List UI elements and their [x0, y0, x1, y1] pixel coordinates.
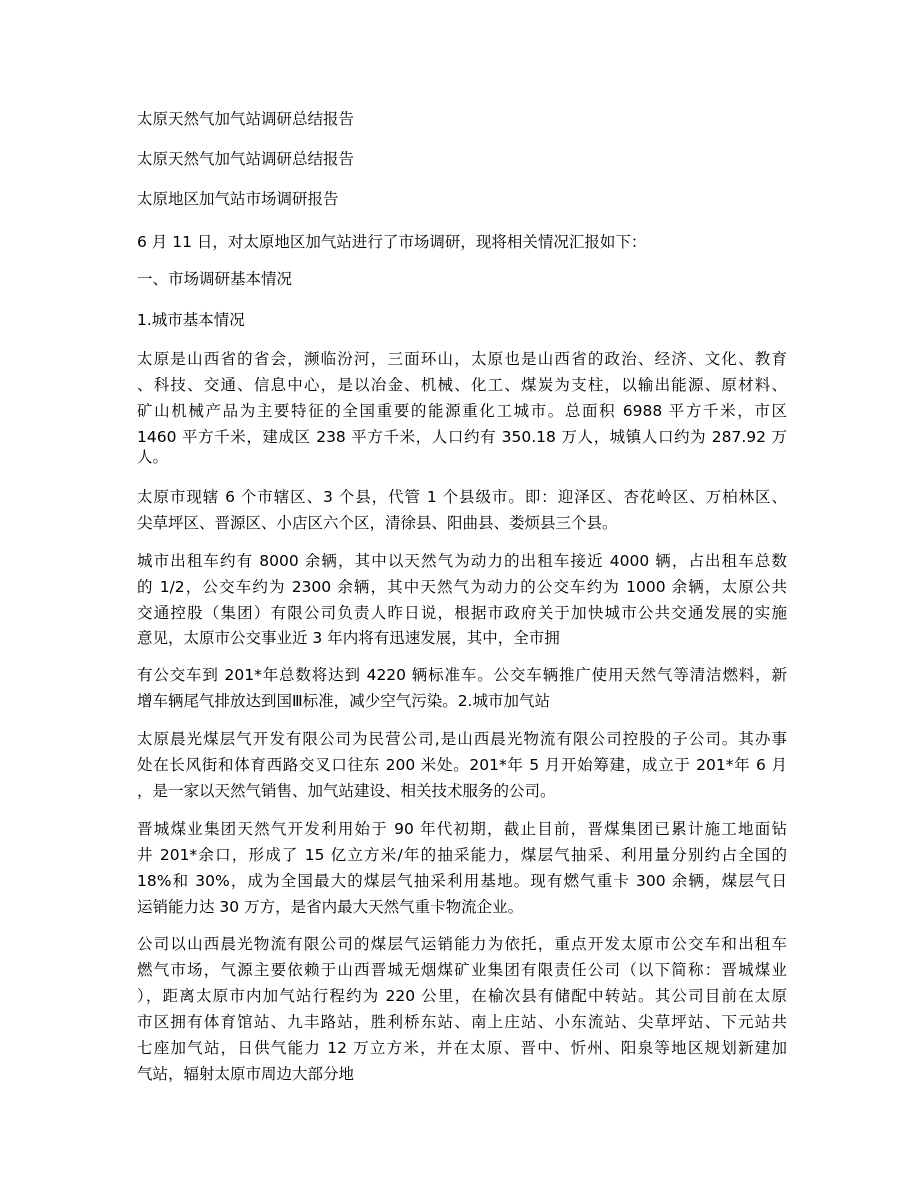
paragraph-line: ，是一家以天然气销售、加气站建设、相关技术服务的公司。	[137, 782, 556, 800]
paragraph-line: 井 201*余口，形成了 15 亿立方米/年的抽采能力，煤层气抽采、利用量分别约占全国的	[137, 846, 787, 864]
paragraph-line: 1460 平方千米，建成区 238 平方千米，人口约有 350.18 万人，城镇人口约为 287.92 万	[137, 428, 787, 446]
paragraph-line: 矿山机械产品为主要特征的全国重要的能源重化工城市。总面积 6988 平方千米，市区	[137, 402, 787, 420]
paragraph-line: 公司以山西晨光物流有限公司的煤层气运销能力为依托，重点开发太原市公交车和出租车	[137, 935, 787, 953]
doc-title-1: 太原天然气加气站调研总结报告	[137, 110, 355, 128]
paragraph-line: 太原晨光煤层气开发有限公司为民营公司,是山西晨光物流有限公司控股的子公司。其办事	[137, 730, 787, 748]
paragraph-line: ），距离太原市内加气站行程约为 220 公里，在榆次县有储配中转站。其公司目前在太原	[137, 987, 787, 1005]
paragraph-line: 18%和 30%，成为全国最大的煤层气抽采利用基地。现有燃气重卡 300 余辆，煤层气日	[137, 872, 787, 890]
paragraph-line: 城市出租车约有 8000 余辆，其中以天然气为动力的出租车接近 4000 辆，占出租车总数	[137, 552, 787, 570]
intro-line: 6 月 11 日，对太原地区加气站进行了市场调研，现将相关情况汇报如下：	[137, 233, 647, 251]
paragraph-line: 气站，辐射太原市周边大部分地	[137, 1065, 355, 1083]
paragraph-line: 运销能力达 30 万方，是省内最大天然气重卡物流企业。	[137, 898, 524, 916]
subsection-heading: 1.城市基本情况	[137, 311, 245, 329]
paragraph-line: 太原市现辖 6 个市辖区、3 个县，代管 1 个县级市。即：迎泽区、杏花岭区、万柏林区、	[137, 488, 787, 506]
paragraph-line: 有公交车到 201*年总数将达到 4220 辆标准车。公交车辆推广使用天然气等清洁燃料，新	[137, 666, 787, 684]
section-heading: 一、市场调研基本情况	[137, 270, 293, 288]
paragraph-line: 人。	[137, 448, 169, 466]
doc-title-3: 太原地区加气站市场调研报告	[137, 190, 339, 208]
paragraph-line: 尖草坪区、晋源区、小店区六个区，清徐县、阳曲县、娄烦县三个县。	[137, 514, 618, 532]
paragraph-line: 增车辆尾气排放达到国Ⅲ标准，减少空气污染。2.城市加气站	[137, 692, 550, 710]
paragraph-line: 的 1/2，公交车约为 2300 余辆，其中天然气为动力的公交车约为 1000 余辆，太原公共	[137, 578, 787, 596]
paragraph-line: 处在长风街和体育西路交叉口往东 200 米处。201*年 5 月开始筹建，成立于 201*年 6 月	[137, 756, 787, 774]
paragraph-line: 交通控股（集团）有限公司负责人昨日说，根据市政府关于加快城市公共交通发展的实施	[137, 604, 787, 622]
paragraph-line: 意见，太原市公交事业近 3 年内将有迅速发展，其中，全市拥	[137, 629, 560, 647]
paragraph-line: 太原是山西省的省会，濒临汾河，三面环山，太原也是山西省的政治、经济、文化、教育	[137, 350, 787, 368]
paragraph-line: 市区拥有体育馆站、九丰路站，胜利桥东站、南上庄站、小东流站、尖草坪站、下元站共	[137, 1013, 787, 1031]
paragraph-line: 七座加气站，日供气能力 12 万立方米，并在太原、晋中、忻州、阳泉等地区规划新建加	[137, 1039, 787, 1057]
doc-title-2: 太原天然气加气站调研总结报告	[137, 150, 355, 168]
paragraph-line: 、科技、交通、信息中心，是以冶金、机械、化工、煤炭为支柱，以输出能源、原材料、	[137, 376, 787, 394]
paragraph-line: 晋城煤业集团天然气开发利用始于 90 年代初期，截止目前，晋煤集团已累计施工地面钻	[137, 820, 787, 838]
paragraph-line: 燃气市场，气源主要依赖于山西晋城无烟煤矿业集团有限责任公司（以下简称：晋城煤业	[137, 961, 787, 979]
